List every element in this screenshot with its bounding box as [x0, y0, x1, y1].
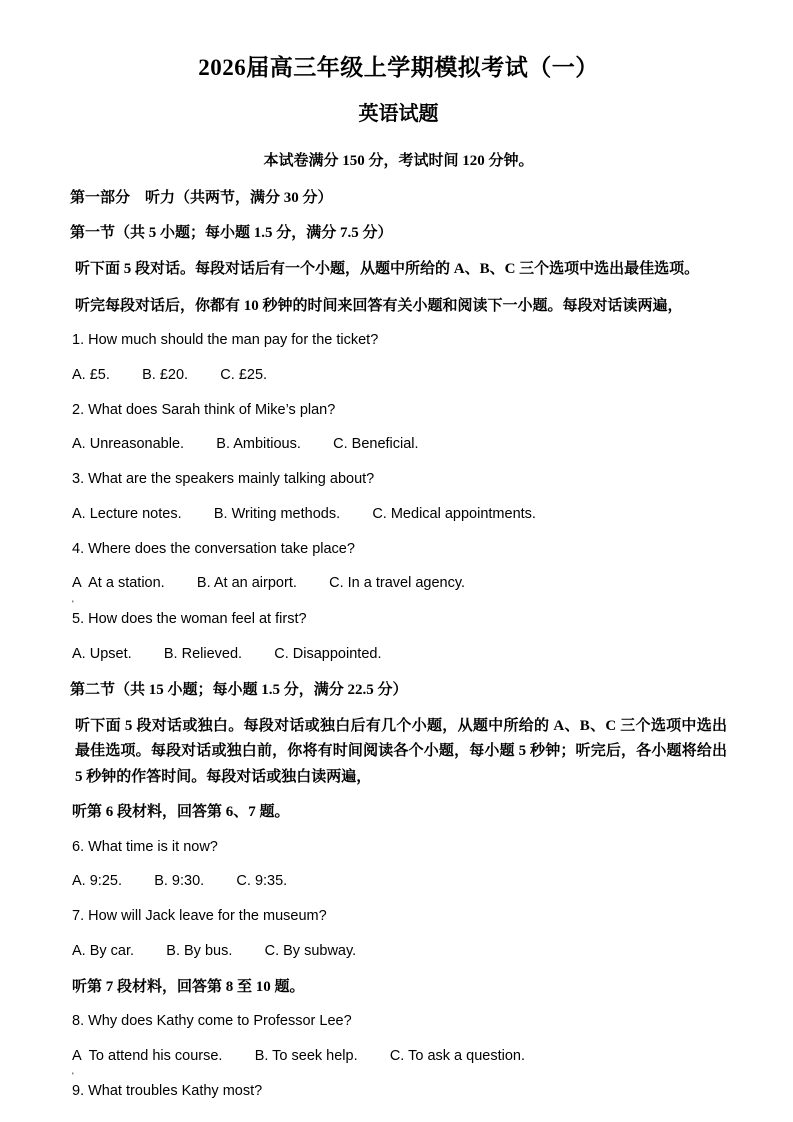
question-stem: 4. Where does the conversation take place?	[72, 540, 355, 557]
material-6-heading: 听第 6 段材料，回答第 6、7 题。	[72, 804, 290, 821]
question-stem: 3. What are the speakers mainly talking about?	[72, 471, 375, 488]
stray-mark: '	[72, 1071, 74, 1082]
exam-info: 本试卷满分 150 分，考试时间 120 分钟。	[263, 153, 534, 170]
question-options: A. Lecture notes. B. Writing methods. C. Medical appointments.	[72, 505, 536, 522]
question-stem: 9. What troubles Kathy most?	[72, 1083, 263, 1100]
section-two-instruction: 听下面 5 段对话或独白。每段对话或独白后有几个小题，从题中所给的 A、B、C 三个选项中选出最佳选项。每段对话或独白前，你将有时间阅读各个小题，每小题 5 秒钟；听完后，各小题将给出 5 秒钟的作答时间。每段对话或独白读两遍，	[75, 717, 727, 785]
question-stem: 7. How will Jack leave for the museum?	[72, 908, 327, 925]
stray-mark: '	[72, 599, 74, 610]
question-stem: 1. How much should the man pay for the ticket?	[72, 332, 379, 349]
material-7-heading: 听第 7 段材料，回答第 8 至 10 题。	[72, 978, 305, 995]
section-one-instruction-1: 听下面 5 段对话。每段对话后有一个小题，从题中所给的 A、B、C 三个选项中选出最佳选项。	[75, 261, 700, 278]
question-options: A. 9:25. B. 9:30. C. 9:35.	[72, 873, 288, 890]
question-stem: 6. What time is it now?	[72, 838, 218, 855]
section-one-heading: 第一节（共 5 小题；每小题 1.5 分，满分 7.5 分）	[70, 224, 393, 241]
part-one-heading: 第一部分 听力（共两节，满分 30 分）	[70, 189, 333, 206]
question-options: A. £5. B. £20. C. £25.	[72, 366, 268, 383]
page-title: 2026届高三年级上学期模拟考试（一）	[198, 55, 599, 80]
question-options: A. Unreasonable. B. Ambitious. C. Beneficial.	[72, 436, 419, 453]
question-stem: 5. How does the woman feel at first?	[72, 611, 307, 628]
question-options: A To attend his course. B. To seek help. C. To ask a question.	[72, 1047, 525, 1064]
question-options: A. Upset. B. Relieved. C. Disappointed.	[72, 645, 382, 662]
question-stem: 2. What does Sarah think of Mike’s plan?	[72, 401, 336, 418]
section-two-heading: 第二节（共 15 小题；每小题 1.5 分，满分 22.5 分）	[70, 681, 408, 698]
page-subtitle: 英语试题	[358, 103, 439, 126]
question-options: A At a station. B. At an airport. C. In a travel agency.	[72, 575, 466, 592]
question-stem: 8. Why does Kathy come to Professor Lee?	[72, 1012, 352, 1029]
question-options: A. By car. B. By bus. C. By subway.	[72, 942, 357, 959]
section-one-instruction-2: 听完每段对话后，你都有 10 秒钟的时间来回答有关小题和阅读下一小题。每段对话读两遍，	[75, 297, 683, 314]
